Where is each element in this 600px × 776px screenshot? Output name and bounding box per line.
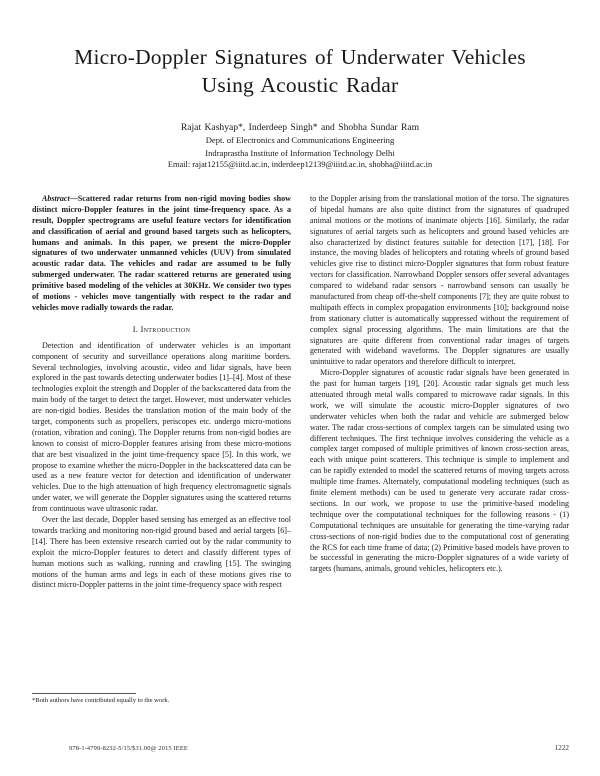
footnote-equal-contribution: *Both authors have contributed equally to the work. [32, 697, 170, 704]
section-number: I. [132, 324, 139, 334]
affiliation-institute: Indraprastha Institute of Information Technology Delhi [205, 147, 395, 158]
column-right [310, 194, 569, 591]
author-emails: Email: rajat12155@iiitd.ac.in, inderdeep12139@iiitd.ac.in, shobha@iiitd.ac.in [167, 160, 433, 170]
affiliation-department: Dept. of Electronics and Communications Engineering [205, 135, 395, 146]
intro-paragraph-4: Micro-Doppler signatures of acoustic radar signals have been generated in the past for human targets [19], [20]. Acoustic radar signals get much less attenuated through metal walls compared to microwave radar signals. In this work, we will simulate the acoustic micro-Doppler signatures of two underwater vehicles when both the radar and vehicle are submerged below water. The radar cross-sections of complex targets can be simulated using two different techniques. The first technique involves considering the vehicle as a complex target composed of multiple primitives of known cross-section areas, each with unique point scatterers. This technique is simple to implement and can be rapidly extended to model the scattered returns of moving targets across multiple time frames. Alternately, computational modeling techniques (such as finite element methods) can be used to generate very accurate radar cross-sections. In our work, we propose to use the primitive-based modeling technique over the computational techniques for the following reasons - (1) Computational techniques are unsuitable for generating the time-varying radar cross-sections of non-rigid bodies due to the computational cost of generating the RCS for each time frame of data; (2) Primitive based models have proven to be successful in generating the micro-Doppler signatures of a wide variety of targets (humans, animals, ground vehicles, helicopters etc.). [310, 368, 569, 574]
abstract-body: Scattered radar returns from non-rigid moving bodies show distinct micro-Doppler features in the joint time-frequency space. As a result, Doppler spectrograms are useful feature vectors for identification and classification of aerial and ground based targets such as helicopters, humans and animals. In this paper, we present the micro-Doppler signatures of two underwater unmanned vehicles (UUV) from simulated acoustic radar data. The vehicles and radar are assumed to be fully submerged underwater. The radar scattered returns are generated using primitive based modeling of the vehicles at 30KHz. We consider two types of motions - vehicles move tangentially with respect to the radar and vehicles move radially towards the radar. [32, 194, 291, 312]
abstract-heading: Abstract [42, 194, 70, 203]
intro-paragraph-2: Over the last decade, Doppler based sensing has emerged as an effective tool towards tracking and monitoring non-rigid ground based and aerial targets [6]–[14]. There has been extensive research carried out by the radar community to exploit the micro-Doppler features to detect and classify different types of human motions such as walking, running and crawling [15]. The swinging motions of the human arms and legs in each of these motions gives rise to distinct micro-Doppler patterns in the joint time-frequency space with respect [32, 515, 291, 590]
abstract-dash: — [69, 194, 78, 203]
footer-isbn-copyright: 978-1-4799-8232-5/15/$31.00@ 2015 IEEE [69, 745, 188, 752]
author-list: Rajat Kashyap*, Inderdeep Singh* and Shobha Sundar Ram [180, 121, 420, 133]
intro-paragraph-3: to the Doppler arising from the translational motion of the torso. The signatures of bipedal humans are also quite distinct from the signatures of quadruped animal motions or the motions of inanimate objects [16]. Similarly, the radar signatures of aerial targets such as helicopters and ground based vehicles are also characterized by distinct features suitable for detection [17], [18]. For instance, the moving blades of helicopters and rotating wheels of ground based vehicles give rise to distinct micro-Doppler signatures that form robust feature vectors for classification. Narrowband Doppler sensors offer several advantages compared to wideband radar sensors - narrowband sensors can usually be manufactured from cheap off-the-shelf components [7]; they are quite robust to multipath effects in complex propagation environments [10]; background noise from stationary clutter is automatically suppressed without the requirement of complex signal processing algorithms. The main limitations are that the signatures are quite different from conventional radar images of targets generated with wideband waveforms. The Doppler signatures are usually unintuitive to radar operators and therefore difficult to interpret. [310, 194, 569, 367]
footer-page-number: 1222 [554, 744, 569, 752]
footnote-divider [32, 693, 136, 694]
intro-paragraph-1: Detection and identification of underwater vehicles is an important component of security and surveillance operations along maritime borders. Several technologies, involving acoustic, video and lidar signals, have been explored in the past towards detecting underwater bodies [1]–[4]. Most of these technologies exploit the strength and Doppler of the backscattered data from the main body of the target to detect the target. However, most underwater vehicles are non-rigid bodies. Besides the translation motion of the main body of the target, components such as propellers, periscopes etc. undergo micro-motions (rotation, vibration and coning). The Doppler returns from non-rigid bodies are known to consist of micro-Doppler features arising from these micro-motions that are best visualized in the joint time-frequency space [5]. In this work, we propose to examine whether the micro-Doppler in the backscattered data can be used as a new feature vector for detection and identification of underwater vehicles. Due to the high attenuation of high frequency electromagnetic signals under water, we will generate the Doppler signatures using the scattered returns from continuous wave ultrasonic radar. [32, 340, 291, 514]
section-title: Introduction [140, 324, 191, 334]
paper-title-line-1: Micro-Doppler Signatures of Underwater Vehicles [74, 45, 526, 69]
page-title [62, 44, 538, 100]
title-block [0, 0, 600, 172]
body-columns [32, 194, 569, 591]
abstract-paragraph [32, 194, 291, 314]
column-left [32, 194, 291, 591]
section-heading-introduction [32, 325, 291, 334]
paper-title-line-2: Using Acoustic Radar [201, 72, 399, 97]
